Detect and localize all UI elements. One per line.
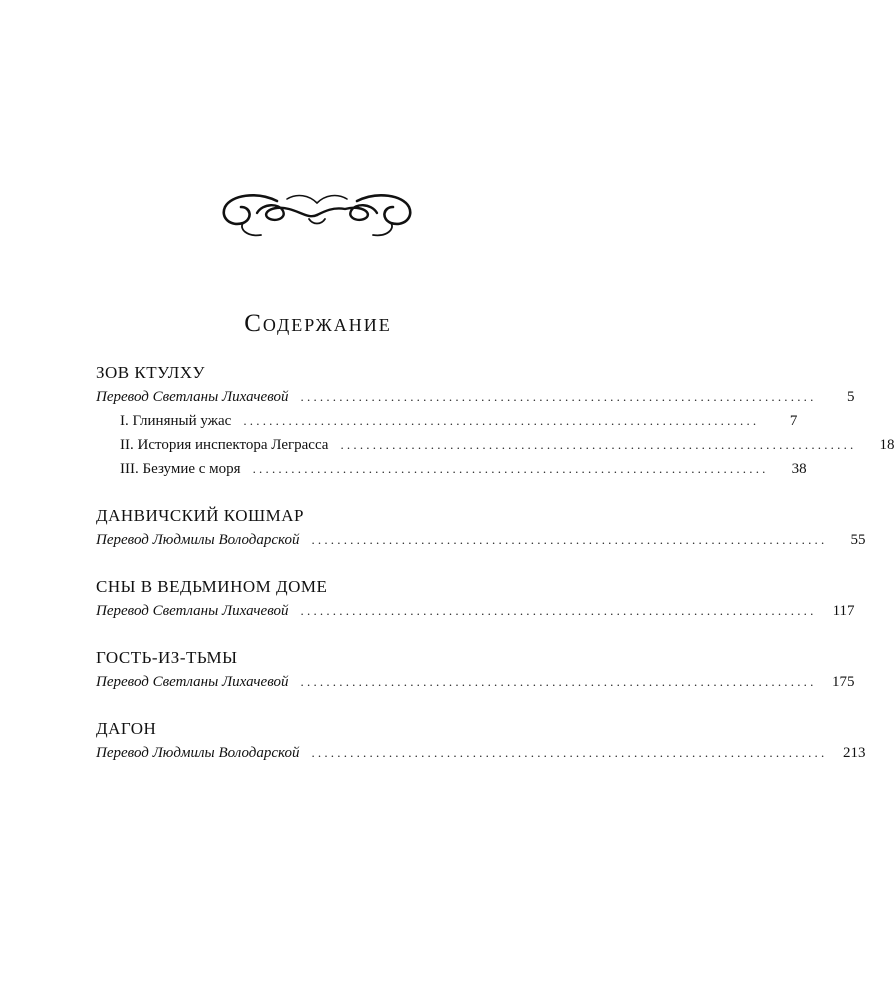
dot-leader: ................................................................................ (300, 674, 817, 689)
toc-section (96, 647, 855, 694)
toc-entry (96, 670, 855, 694)
section-title: ДАГОН (96, 719, 157, 738)
page-number: 7 (789, 413, 798, 429)
section-title: ДАНВИЧСКИЙ КОШМАР (96, 506, 304, 525)
entry-label: III. Безумие с моря (120, 461, 241, 477)
section-title: ЗОВ КТУЛХУ (96, 363, 206, 382)
dot-leader: ................................................................................ (300, 389, 817, 404)
toc-entry (96, 457, 807, 481)
dot-leader: ................................................................................ (340, 437, 857, 452)
section-title: СНЫ В ВЕДЬМИНОМ ДОМЕ (96, 577, 328, 596)
page-title: Содержание (244, 310, 392, 337)
page-number: 38 (791, 461, 807, 477)
dot-leader: ................................................................................ (252, 461, 769, 476)
page-number: 55 (850, 532, 866, 548)
entry-label: Перевод Светланы Лихачевой (96, 603, 289, 619)
dot-leader: ................................................................................ (243, 413, 760, 428)
page-number: 18 (879, 437, 894, 453)
page-number: 117 (832, 603, 855, 619)
toc-entry (96, 433, 894, 457)
toc-section (96, 505, 866, 552)
entry-label: Перевод Людмилы Володарской (96, 745, 300, 761)
toc-section (96, 362, 894, 481)
toc-entry (96, 741, 866, 765)
page-number: 175 (832, 674, 855, 690)
ornament-flourish-icon (217, 185, 417, 245)
entry-label: Перевод Светланы Лихачевой (96, 389, 289, 405)
page-number: 5 (847, 389, 855, 405)
dot-leader: ................................................................................ (311, 745, 828, 760)
toc-entry (96, 409, 798, 433)
page-number: 213 (842, 745, 866, 761)
toc-entry (96, 599, 855, 623)
toc-entry (96, 528, 866, 552)
toc-section (96, 576, 855, 623)
entry-label: Перевод Светланы Лихачевой (96, 674, 289, 690)
section-title: ГОСТЬ-ИЗ-ТЬМЫ (96, 648, 238, 667)
entry-label: Перевод Людмилы Володарской (96, 532, 300, 548)
dot-leader: ................................................................................ (311, 532, 828, 547)
toc-entry (96, 385, 855, 409)
table-of-contents (96, 362, 894, 789)
toc-section (96, 718, 866, 765)
entry-label: II. История инспектора Леграсса (120, 437, 329, 453)
entry-label: I. Глиняный ужас (120, 413, 232, 429)
dot-leader: ................................................................................ (300, 603, 817, 618)
